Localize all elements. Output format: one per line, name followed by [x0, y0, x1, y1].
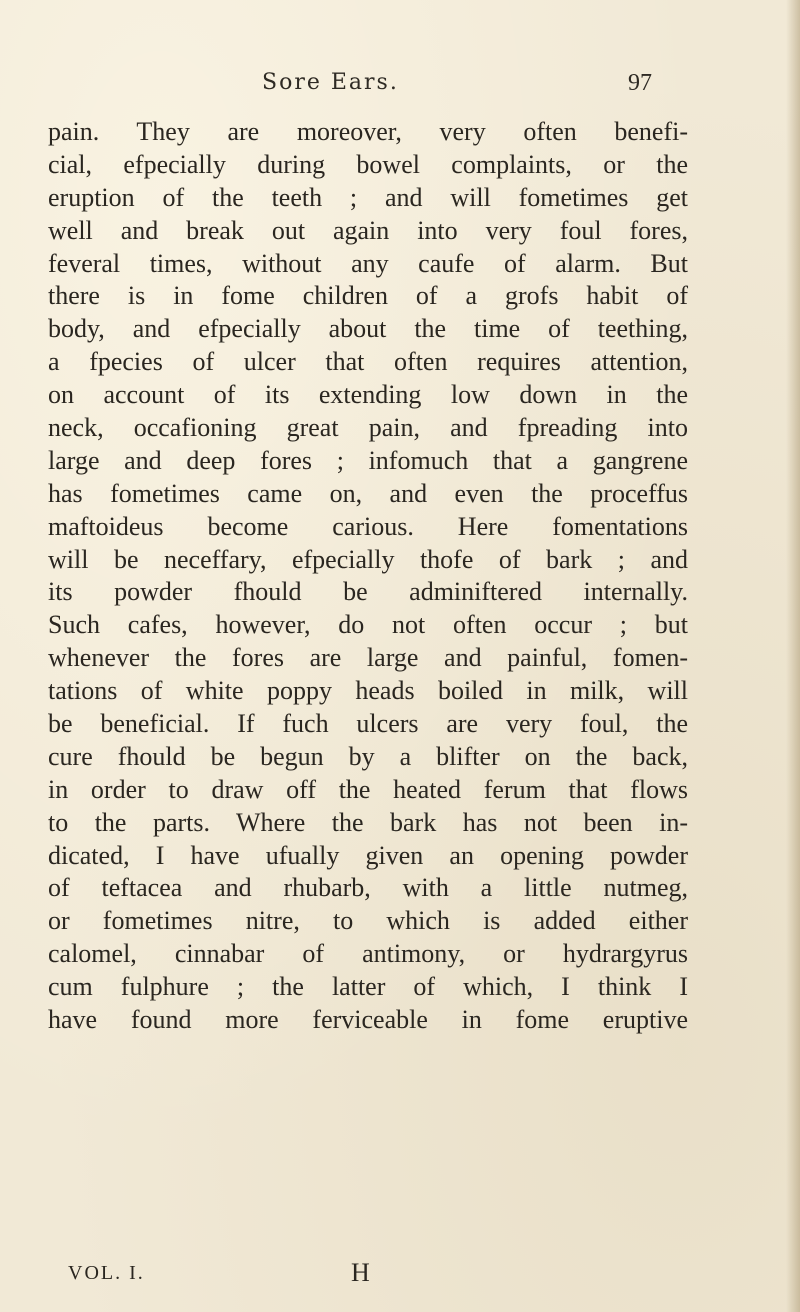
page-footer [48, 1258, 688, 1292]
text-line: dicated, I have ufually given an opening powder [48, 840, 688, 870]
text-line: on account of its extending low down in the [48, 380, 688, 410]
text-line: eruption of the teeth ; and will fometimes get [48, 182, 688, 212]
text-line: feveral times, without any caufe of alarm. But [48, 248, 688, 278]
text-line: body, and efpecially about the time of teething, [48, 314, 688, 344]
text-line: whenever the fores are large and painful, fomen- [48, 643, 688, 673]
text-line: large and deep fores ; infomuch that a gangrene [48, 445, 688, 475]
text-line: of teftacea and rhubarb, with a little nutmeg, [48, 873, 688, 903]
page-number: 97 [628, 70, 652, 96]
text-line: or fometimes nitre, to which is added either [48, 906, 688, 936]
text-line: has fometimes came on, and even the proceffus [48, 478, 688, 508]
text-line: will be neceffary, efpecially thofe of bark ; and [48, 544, 688, 574]
text-line: cum fulphure ; the latter of which, I think I [48, 972, 688, 1002]
text-line: cure fhould be begun by a blifter on the back, [48, 741, 688, 771]
text-line: its powder fhould be adminiftered internally. [48, 577, 688, 607]
text-line: maftoideus become carious. Here fomentations [48, 511, 688, 541]
text-line: a fpecies of ulcer that often requires attention, [48, 347, 688, 377]
running-head: Sore Ears. [262, 70, 399, 95]
text-line: have found more ferviceable in fome eruptive [48, 1005, 688, 1035]
text-line: be beneficial. If fuch ulcers are very foul, the [48, 709, 688, 739]
text-line: cial, efpecially during bowel complaints, or the [48, 149, 688, 179]
text-line: in order to draw off the heated ferum that flows [48, 774, 688, 804]
volume-label: VOL. I. [68, 1262, 145, 1284]
page-edge-shadow [786, 0, 800, 1312]
text-line: neck, occafioning great pain, and fpreading into [48, 413, 688, 443]
text-line: there is in fome children of a grofs habit of [48, 281, 688, 311]
text-line: pain. They are moreover, very often benefi- [48, 117, 688, 146]
text-line: tations of white poppy heads boiled in milk, will [48, 676, 688, 706]
text-line: calomel, cinnabar of antimony, or hydrargyrus [48, 939, 688, 969]
signature-mark: H [351, 1258, 370, 1287]
text-line: to the parts. Where the bark has not been in- [48, 807, 688, 837]
body-text [48, 116, 688, 1037]
text-line: well and break out again into very foul fores, [48, 215, 688, 245]
text-line: Such cafes, however, do not often occur ; but [48, 610, 688, 640]
